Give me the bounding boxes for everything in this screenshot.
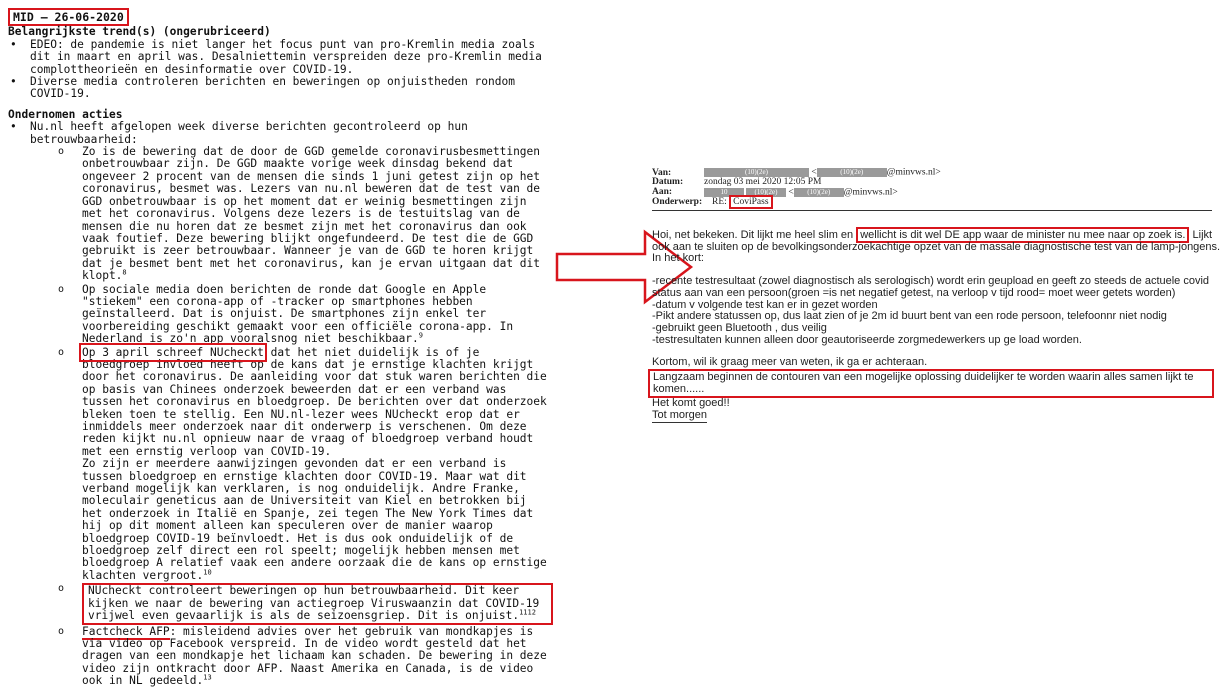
nu-intro xyxy=(8,121,553,687)
email-greeting: Hoi, net bekeken. Dit lijkt me heel slim en wellicht is dit wel DE app waar de minister nu mee naar op zoek is. Lijkt ook aan te sluiten op de bevolkingsonderzoekachtige opzet van de massale diagnostische test van de lamp-jongens. In het kort: xyxy=(652,229,1221,265)
email-screenshot xyxy=(652,168,1222,423)
document-left xyxy=(8,8,553,689)
redaction-block: (10)(2e) xyxy=(817,168,887,177)
email-signoff: Het komt goed!! xyxy=(652,397,730,410)
footnote-ref: 10 xyxy=(203,568,212,577)
redaction-block: 10 xyxy=(704,188,744,197)
trend-item: • Diverse media controleren berichten en beweringen op onjuistheden rondom COVID-19. xyxy=(8,76,553,101)
item-text: Op sociale media doen berichten de ronde dat Google en Apple "stiekem" een corona-app of -tracker op smartphones hebben geïnstalleerd. Dat is onjuist. De smartphones zijn enkel ter voorbereiding geschikt gemaakt voor een officiële corona-app. In Nederland is zo'n app vooralsnog niet beschikbaar. xyxy=(82,282,514,346)
list-item xyxy=(30,347,553,583)
actions-list xyxy=(8,121,553,687)
footnote-ref: 13 xyxy=(203,673,212,682)
actions-heading: Ondernomen acties xyxy=(8,107,123,121)
email-bullet: -gebruikt geen Bluetooth , dus veilig xyxy=(652,321,827,334)
email-body xyxy=(652,230,1222,423)
email-bullet: -testresultaten kunnen alleen door geautoriseerde zorgmedewerkers up ge load worden. xyxy=(652,333,1082,346)
redaction-block: (10)(2e) xyxy=(794,188,844,197)
highlight-box-paragraph xyxy=(82,583,553,624)
trends-heading: Belangrijkste trend(s) (ongerubriceerd) xyxy=(8,25,271,39)
email-bullet: -Pikt andere statussen op, dus laat zien of je 2m id buurt bent van een rode persoon, telefoonnr niet nodig xyxy=(652,310,1167,323)
item-text: : misleidend advies over het gebruik van mondkapjes is via video op Facebook verspreid. In de video wordt gesteld dat het dragen van een mondkapje het lichaam kan schaden. De bewering in deze video zijn ontkracht door AFP. Naast Amerika en Canada, is de video ook in NL gedeeld. xyxy=(82,624,547,688)
email-signoff: Tot morgen xyxy=(652,409,708,422)
nu-sublist xyxy=(30,146,553,687)
email-subject-row: Onderwerp: RE: CoviPass xyxy=(652,198,1222,207)
trends-list xyxy=(8,39,553,101)
footnote-ref: 8 xyxy=(122,268,127,277)
header-divider xyxy=(652,210,1212,211)
list-item xyxy=(30,626,553,688)
email-to-row: Aan: 10 (10)(2e) < (10)(2e) @minvws.nl> xyxy=(652,187,898,198)
email-closing: Kortom, wil ik graag meer van weten, ik ga er achteraan. xyxy=(652,356,928,369)
list-item xyxy=(30,583,553,624)
highlight-box-statement: Langzaam beginnen de contouren van een mogelijke oplossing duidelijker te worden waarin alles samen lijkt te komen...... xyxy=(648,369,1214,398)
email-from-row: Van: (10)(2e) < (10)(2e) @minvws.nl> xyxy=(652,167,941,178)
underlined-source: Factcheck AFP xyxy=(82,624,170,638)
redaction-block: (10)(2e) xyxy=(704,168,809,177)
item-text-continued: Zo zijn er meerdere aanwijzingen gevonden dat er een verband is tussen bloedgroep en ernstige klachten door COVID-19. Maar wat dit verband mogelijk kan verklaren, is nog onduidelijk. Andre Franke, moleculair geneticus aan de Universiteit van Kiel en betrokken bij het onderzoek in Italië en Spanje, zei tegen The New York Times dat hij op dit moment alleen kan speculeren over de manier waarop bloedgroep COVID-19 beïnvloedt. Het is dus ook onduidelijk of de bloedgroep zelf direct een rol speelt; mogelijk hebben mensen met bloedgroep A relatief vaak een andere oorzaak die de kans op ernstige klachten vergroot.$^{10}$ xyxy=(82,457,547,582)
footnote-ref: 1112 xyxy=(519,608,536,617)
trend-item: • EDEO: de pandemie is niet langer het focus punt van pro-Kremlin media zoals dit in maart en april was. Desalniettemin verspreiden deze pro-Kremlin media complottheorieën en desinformatie over COVID-19. xyxy=(8,39,553,76)
highlight-box: Op 3 april schreef NUcheckt xyxy=(82,345,264,359)
email-header xyxy=(652,168,1222,207)
email-bullet: -datum v volgende test kan er in gezet worden xyxy=(652,298,878,311)
footnote-ref: 9 xyxy=(418,331,423,340)
list-item xyxy=(30,284,553,346)
email-bullet: -recente testresultaat (zowel diagnostisch als serologisch) wordt erin geupload en geeft zo steeds de actuele covid status aan van een persoon(groen =is net negatief getest, na verloop v tijd rood= moet weer getets worden) xyxy=(652,275,1210,299)
subject-highlight: CoviPass xyxy=(729,195,772,209)
item-text: dat het niet duidelijk is of je bloedgroep invloed heeft op de kans dat je ernstige klachten krijgt door het coronavirus. De aanleiding voor dat stuk waren berichten die op basis van Chinees onderzoek beweerden dat er een verband was tussen het coronavirus en bloedgroep. De berichten over dat onderzoek bleken toen te stellig. Een NU.nl-lezer wees NUcheckt erop dat er inmiddels meer onderzoek naar dit onderwerp is verschenen. Om deze reden kijkt nu.nl opnieuw naar de vraag of bloedgroep verband houdt met een ernstig verloop van COVID-19. xyxy=(82,345,547,458)
email-date-row: Datum: zondag 03 mei 2020 12:05 PM xyxy=(652,177,822,188)
redaction-block: (10)(2e) xyxy=(746,188,786,197)
highlight-box: wellicht is dit wel DE app waar de minister nu mee naar op zoek is. xyxy=(856,227,1189,243)
document-date-header: MID – 26-06-2020 xyxy=(8,8,129,26)
list-item xyxy=(30,146,553,282)
nu-intro-text: Nu.nl heeft afgelopen week diverse berichten gecontroleerd op hun betrouwbaarheid: xyxy=(30,120,468,146)
item-text: NUcheckt controleert beweringen op hun betrouwbaarheid. Dit keer kijken we naar de bewering van actiegroep Viruswaanzin dat COVID-19 vrijwel even gevaarlijk is als de seizoensgriep. Dit is onjuist. xyxy=(88,584,540,623)
item-text: Zo is de bewering dat de door de GGD gemelde coronavirusbesmettingen onbetrouwbaar zijn. De GGD maakte vorige week dinsdag bekend dat ongeveer 2 procent van de mensen die sinds 1 juni getest zijn op het coronavirus, besmet was. Lezers van nu.nl beweren dat de test van de GGD onbetrouwbaar is op het moment dat er weinig besmettingen zijn met het coronavirus. Volgens deze lezers is de testuitslag van de mensen die nu horen dat ze besmet zijn met het coronavirus dan ook vaak foutief. Deze bewering blijkt ongefundeerd. De test die de GGD gebruikt is zeer betrouwbaar. Wanneer je van de GGD te horen krijgt dat je besmet bent met het coronavirus, kan je ervan uitgaan dat dit klopt. xyxy=(82,145,541,283)
